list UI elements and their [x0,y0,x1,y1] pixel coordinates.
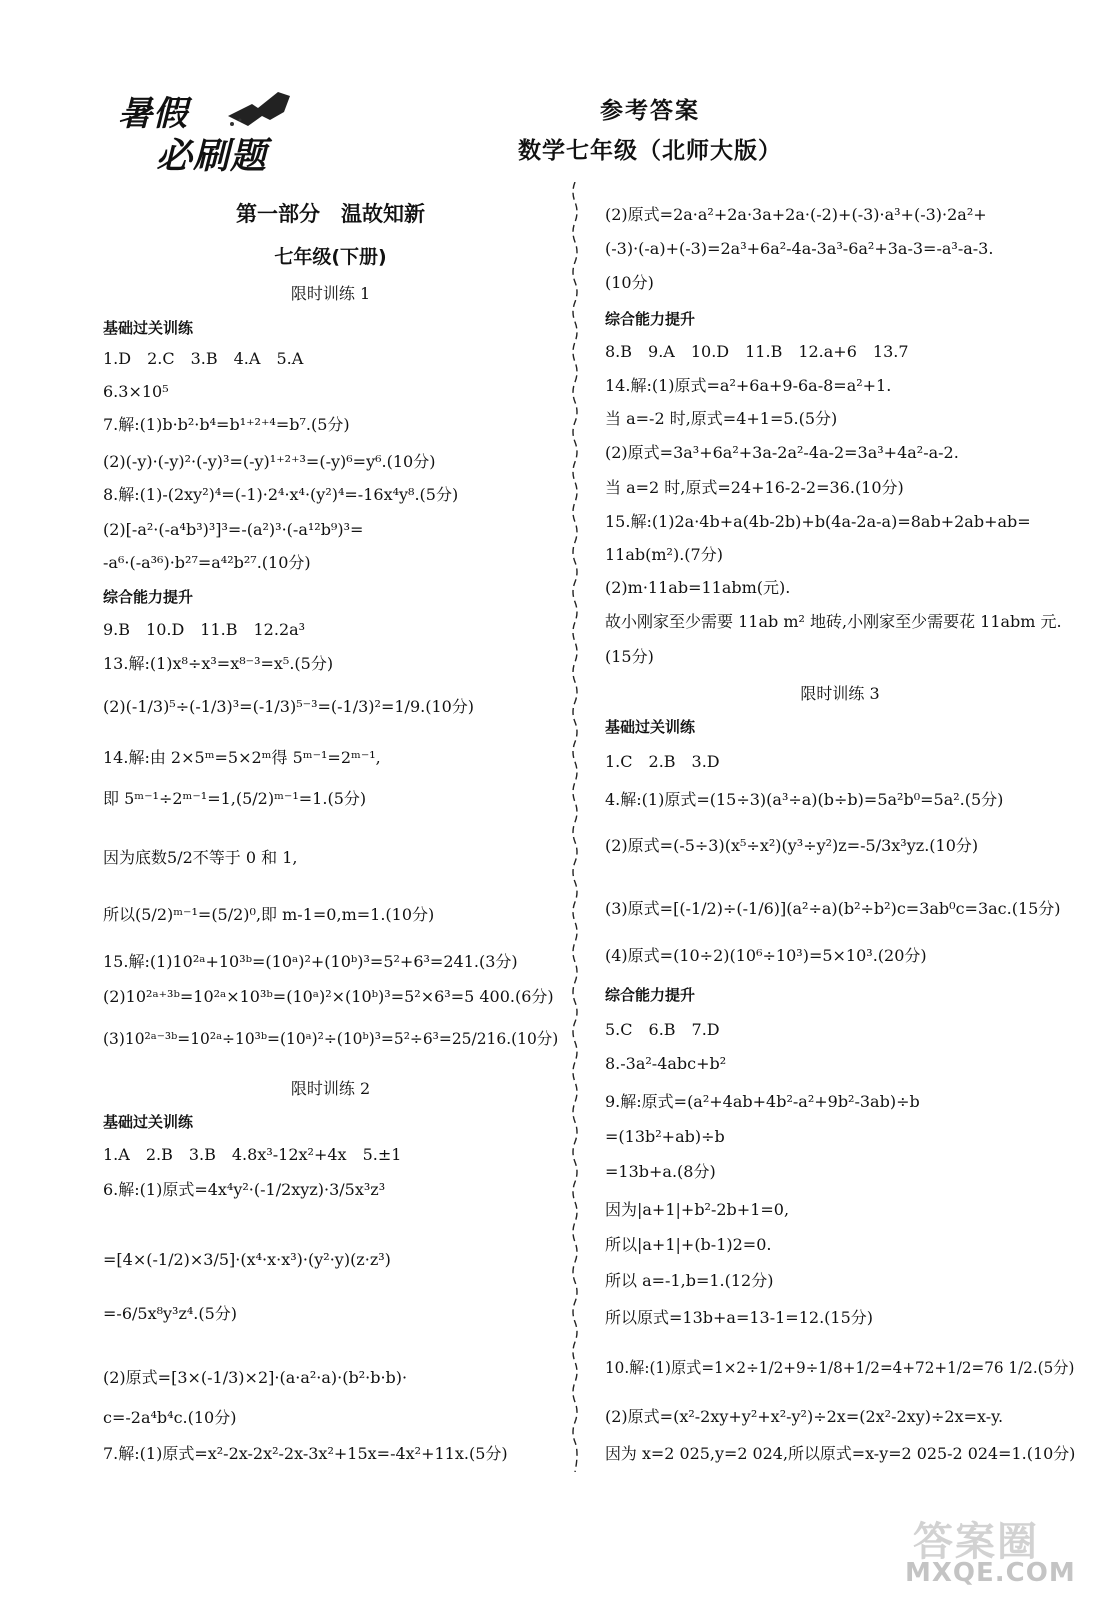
heading: 第一部分 温故知新 [236,202,425,226]
answer-line: 5.C 6.B 7.D [605,1020,720,1039]
answer-line: 因为|a+1|+b²-2b+1=0, [605,1200,790,1219]
answer-line: 故小刚家至少需要 11ab m² 地砖,小刚家至少需要花 11abm 元. [605,612,1062,631]
answer-line: 9.解:原式=(a²+4ab+4b²-a²+9b²-3ab)÷b [605,1092,920,1111]
answer-line: (10分) [605,273,654,292]
answer-line: c=-2a⁴b⁴c.(10分) [103,1408,237,1427]
answer-line: =13b+a.(8分) [605,1162,716,1181]
heading: 限时训练 3 [800,684,880,703]
answer-line: 当 a=2 时,原式=24+16-2-2=36.(10分) [605,478,904,497]
answer-line: 11ab(m²).(7分) [605,545,723,564]
answer-line: 8.解:(1)-(2xy²)⁴=(-1)·2⁴·x⁴·(y²)⁴=-16x⁴y⁸.(5分) [103,485,459,504]
answer-line: (2)原式=[3×(-1/3)×2]·(a·a²·a)·(b²·b·b)· [103,1368,408,1387]
answer-line: 8.-3a²-4abc+b² [605,1054,727,1073]
section-heading: 基础过关训练 [103,1113,194,1131]
answer-line: -a⁶·(-a³⁶)·b²⁷=a⁴²b²⁷.(10分) [103,553,311,572]
answer-line: (2)(-1/3)⁵÷(-1/3)³=(-1/3)⁵⁻³=(-1/3)²=1/9.(10分) [103,697,475,716]
answer-line: 1.D 2.C 3.B 4.A 5.A [103,349,304,368]
answer-line: 13.解:(1)x⁸÷x³=x⁸⁻³=x⁵.(5分) [103,654,334,673]
heading: 限时训练 2 [290,1079,371,1098]
section-heading: 综合能力提升 [605,986,696,1004]
column-divider [569,182,581,1472]
answer-line: 所以原式=13b+a=13-1=12.(15分) [605,1308,874,1327]
answer-line: 15.解:(1)10²ᵃ+10³ᵇ=(10ᵃ)²+(10ᵇ)³=5²+6³=241.(3分) [103,952,518,971]
answer-line: 因为底数5/2不等于 0 和 1, [103,848,298,867]
answer-line: 9.B 10.D 11.B 12.2a³ [103,620,306,639]
section-heading: 基础过关训练 [605,718,696,736]
answer-line: (2)(-y)·(-y)²·(-y)³=(-y)¹⁺²⁺³=(-y)⁶=y⁶.(10分) [103,452,436,471]
answer-line: 因为 x=2 025,y=2 024,所以原式=x-y=2 025-2 024=1.(10分) [605,1444,1076,1463]
logo-brush-icon [218,86,298,134]
answer-line: 7.解:(1)原式=x²-2x-2x²-2x-3x²+15x=-4x²+11x.(5分) [103,1444,508,1463]
answer-line: 1.A 2.B 3.B 4.8x³-12x²+4x 5.±1 [103,1145,402,1164]
watermark-url: MXQE.COM [905,1558,1076,1588]
answer-line: 8.B 9.A 10.D 11.B 12.a+6 13.7 [605,342,909,361]
page-title: 参考答案 [600,98,700,124]
book-logo [118,86,308,176]
answer-line: (2)原式=(x²-2xy+y²+x²-y²)÷2x=(2x²-2xy)÷2x=x-y. [605,1407,1004,1426]
answer-line: 所以 a=-1,b=1.(12分) [605,1271,774,1290]
answer-line: (2)10²ᵃ⁺³ᵇ=10²ᵃ×10³ᵇ=(10ᵃ)²×(10ᵇ)³=5²×6³=5 400.(6分) [103,987,554,1006]
answer-line: 当 a=-2 时,原式=4+1=5.(5分) [605,409,838,428]
answer-line: 即 5ᵐ⁻¹÷2ᵐ⁻¹=1,(5/2)ᵐ⁻¹=1.(5分) [103,789,367,808]
watermark-cn: 答案圈 [913,1519,1039,1565]
answer-line: (2)原式=2a·a²+2a·3a+2a·(-2)+(-3)·a³+(-3)·2a²+ [605,205,987,224]
answer-line: 6.3×10⁵ [103,382,169,401]
answer-line: =(13b²+ab)÷b [605,1127,725,1146]
heading: 限时训练 1 [290,284,371,303]
answer-line: =[4×(-1/2)×3/5]·(x⁴·x·x³)·(y²·y)(z·z³) [103,1250,391,1269]
answer-line: 10.解:(1)原式=1×2÷1/2+9÷1/8+1/2=4+72+1/2=76 1/2.(5分) [605,1358,1075,1377]
answer-line: 7.解:(1)b·b²·b⁴=b¹⁺²⁺⁴=b⁷.(5分) [103,415,350,434]
answer-line: 所以(5/2)ᵐ⁻¹=(5/2)⁰,即 m-1=0,m=1.(10分) [103,905,435,924]
watermark [905,1510,1095,1595]
answer-line: 14.解:(1)原式=a²+6a+9-6a-8=a²+1. [605,376,892,395]
answer-line: 4.解:(1)原式=(15÷3)(a³÷a)(b÷b)=5a²b⁰=5a².(5分) [605,790,1004,809]
answer-line: (2)原式=(-5÷3)(x⁵÷x²)(y³÷y²)z=-5/3x³yz.(10分) [605,836,979,855]
answer-line: (3)10²ᵃ⁻³ᵇ=10²ᵃ÷10³ᵇ=(10ᵃ)²÷(10ᵇ)³=5²÷6³=25/216.(10分) [103,1029,559,1048]
answer-line: (2)[-a²·(-a⁴b³)³]³=-(a²)³·(-a¹²b⁹)³= [103,520,364,539]
logo-line-1: 暑假 [118,94,188,134]
section-heading: 基础过关训练 [103,319,194,337]
answer-line: 所以|a+1|+(b-1)2=0. [605,1235,772,1254]
section-heading: 综合能力提升 [605,310,696,328]
answer-line: 6.解:(1)原式=4x⁴y²·(-1/2xyz)·3/5x³z³ [103,1180,386,1199]
answer-line: (3)原式=[(-1/2)÷(-1/6)](a²÷a)(b²÷b²)c=3ab⁰c=3ac.(15分) [605,899,1061,918]
answer-line: (4)原式=(10÷2)(10⁶÷10³)=5×10³.(20分) [605,946,927,965]
answer-line: (-3)·(-a)+(-3)=2a³+6a²-4a-3a³-6a²+3a-3=-a³-a-3. [605,239,994,258]
answer-line: =-6/5x⁸y³z⁴.(5分) [103,1304,238,1323]
answer-line: (2)原式=3a³+6a²+3a-2a²-4a-2=3a³+4a²-a-2. [605,443,959,462]
answer-line: 15.解:(1)2a·4b+a(4b-2b)+b(4a-2a-a)=8ab+2ab+ab= [605,512,1031,531]
answer-line: 14.解:由 2×5ᵐ=5×2ᵐ得 5ᵐ⁻¹=2ᵐ⁻¹, [103,748,381,767]
logo-line-2: 必刷题 [156,136,268,177]
answer-line: 1.C 2.B 3.D [605,752,720,771]
answer-line: (2)m·11ab=11abm(元). [605,578,791,597]
page-subtitle: 数学七年级（北师大版） [518,138,782,164]
heading: 七年级(下册) [274,246,387,268]
answer-line: (15分) [605,647,654,666]
section-heading: 综合能力提升 [103,588,194,606]
